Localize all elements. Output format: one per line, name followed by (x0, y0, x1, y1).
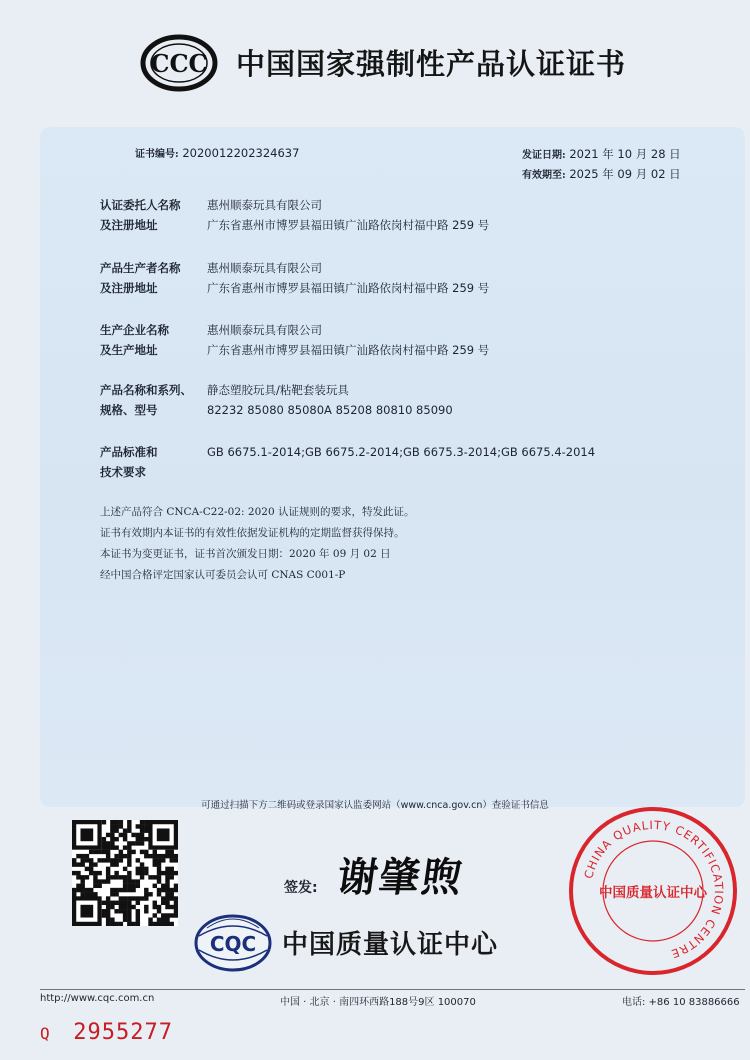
note-line-3: 本证书为变更证书，证书首次颁发日期：2020 年 09 月 02 日 (100, 548, 391, 560)
serial-number (40, 1020, 173, 1045)
certificate-header (0, 0, 750, 120)
factory-label-line1: 生产企业名称 (100, 323, 169, 337)
note-line-1: 上述产品符合 CNCA-C22-02: 2020 认证规则的要求，特发此证。 (100, 506, 415, 518)
expiry-date-value: 2025 年 09 月 02 日 (569, 167, 681, 181)
manufacturer-label (100, 258, 181, 298)
applicant-label (100, 195, 181, 235)
footer-address: 中国 · 北京 · 南四环西路188号9区 100070 (280, 997, 476, 1008)
issue-date-row (522, 145, 681, 165)
applicant-label-line2: 及注册地址 (100, 218, 158, 232)
serial-prefix: Q (40, 1024, 50, 1043)
factory-label (100, 320, 169, 360)
standards-label-line2: 技术要求 (100, 465, 146, 479)
footer-phone: 电话: +86 10 83886666 (622, 997, 740, 1008)
applicant-address: 广东省惠州市博罗县福田镇广汕路依岗村福中路 259 号 (207, 218, 490, 232)
issue-date-value: 2021 年 10 月 28 日 (569, 147, 681, 161)
cqc-logo-text: CQC (209, 932, 257, 956)
ccc-logo-text: CCC (150, 49, 208, 78)
manufacturer-name: 惠州顺泰玩具有限公司 (207, 261, 322, 275)
factory-address: 广东省惠州市博罗县福田镇广汕路依岗村福中路 259 号 (207, 343, 490, 357)
applicant-value (207, 195, 489, 235)
manufacturer-label-line1: 产品生产者名称 (100, 261, 181, 275)
certificate-number-label: 证书编号: (135, 149, 179, 160)
seal-center-text: 中国质量认证中心 (599, 885, 707, 901)
cqc-logo-icon (193, 912, 273, 974)
expiry-date-label: 有效期至: (522, 170, 566, 181)
official-seal-icon (566, 804, 740, 978)
certificate-notes (100, 502, 414, 586)
manufacturer-label-line2: 及注册地址 (100, 281, 158, 295)
standards-label-line1: 产品标准和 (100, 445, 158, 459)
product-label-line2: 规格、型号 (100, 403, 158, 417)
footer-website[interactable]: http://www.cqc.com.cn (40, 993, 155, 1004)
product-name: 静态塑胶玩具/粘靶套装玩具 (207, 383, 349, 397)
factory-label-line2: 及生产地址 (100, 343, 158, 357)
certificate-number-value: 2020012202324637 (182, 146, 300, 160)
factory-name: 惠州顺泰玩具有限公司 (207, 323, 322, 337)
expiry-date-row (522, 165, 681, 185)
certificate-title: 中国国家强制性产品认证证书 (236, 47, 627, 81)
manufacturer-value (207, 258, 489, 298)
applicant-label-line1: 认证委托人名称 (100, 198, 181, 212)
standards-label (100, 442, 158, 482)
certificate-number (135, 145, 299, 160)
signature-name: 谢肇煦 (334, 854, 467, 901)
note-line-4: 经中国合格评定国家认可委员会认可 CNAS C001-P (100, 569, 346, 581)
note-line-2: 证书有效期内本证书的有效性依据发证机构的定期监督获得保持。 (100, 527, 405, 539)
issuer-name: 中国质量认证中心 (282, 930, 499, 960)
standards-list: GB 6675.1-2014;GB 6675.2-2014;GB 6675.3-2014;GB 6675.4-2014 (207, 445, 596, 459)
applicant-name: 惠州顺泰玩具有限公司 (207, 198, 322, 212)
product-models: 82232 85080 85080A 85208 80810 85090 (207, 403, 453, 417)
verification-instructions: 可通过扫描下方二维码或登录国家认监委网站（www.cnca.gov.cn）查验证书信息 (201, 800, 549, 811)
ccc-mark-icon (140, 34, 218, 92)
footer-divider (40, 989, 745, 990)
factory-value (207, 320, 489, 360)
signature-label: 签发: (284, 880, 318, 896)
qr-code-icon[interactable] (72, 820, 178, 926)
certificate-dates (522, 145, 681, 185)
product-label-line1: 产品名称和系列、 (100, 383, 192, 397)
manufacturer-address: 广东省惠州市博罗县福田镇广汕路依岗村福中路 259 号 (207, 281, 490, 295)
seal-ring-text: CHINA QUALITY CERTIFICATION CENTRE (581, 817, 727, 962)
serial-value: 2955277 (73, 1020, 173, 1045)
issue-date-label: 发证日期: (522, 150, 566, 161)
product-label (100, 380, 192, 420)
standards-value (207, 442, 595, 462)
product-value (207, 380, 453, 420)
